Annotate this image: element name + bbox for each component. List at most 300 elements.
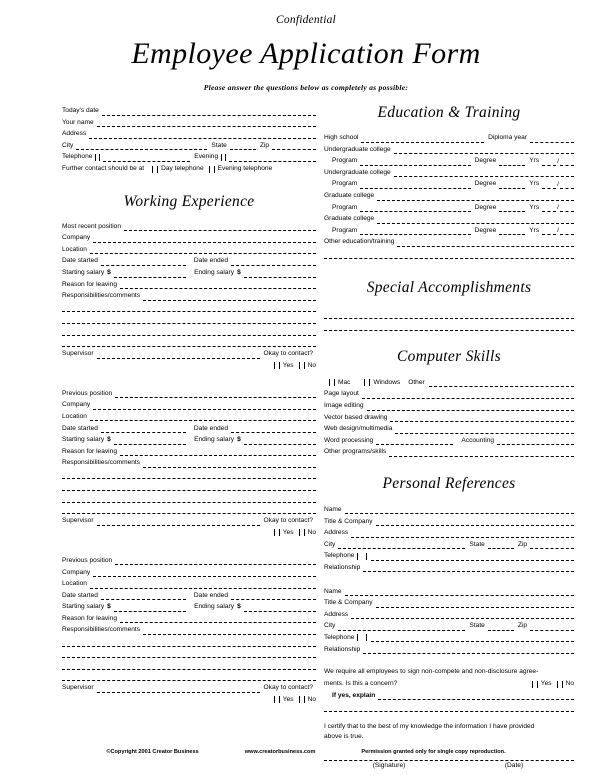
input-ref-relationship-2[interactable] <box>363 646 574 654</box>
input-other-education-line2[interactable] <box>324 247 574 259</box>
input-image-editing[interactable] <box>367 403 574 411</box>
certification-statement-line1: I certify that to the best of my knowledge the information I have provided <box>324 722 535 730</box>
left-column <box>62 104 316 769</box>
label-ref-address: Address <box>324 610 349 618</box>
checkbox-yes-1-mark[interactable] <box>279 362 281 369</box>
input-ref-name-2[interactable] <box>345 588 574 596</box>
field-ref-relationship-2[interactable] <box>324 642 574 654</box>
field-ref-city-2[interactable] <box>324 619 574 631</box>
field-graduate-program-1[interactable] <box>324 201 574 213</box>
input-previous-position-2[interactable] <box>115 390 316 398</box>
input-date-ended-2[interactable] <box>231 425 316 433</box>
input-undergrad-program-1[interactable] <box>360 158 470 166</box>
input-ref-address-2[interactable] <box>351 611 574 619</box>
checkbox-noncompete-no-mark[interactable] <box>562 681 564 688</box>
label-no: No <box>307 529 316 537</box>
field-ref-relationship-1[interactable] <box>324 561 574 573</box>
input-graduate-degree-2[interactable] <box>499 227 525 235</box>
currency-symbol: $ <box>237 269 241 277</box>
label-program: Program <box>332 203 358 211</box>
label-image-editing: Image editing <box>324 402 364 409</box>
input-reason-leaving-1[interactable] <box>120 281 316 289</box>
input-undergrad-degree-2[interactable] <box>499 181 525 189</box>
input-undergrad-program-2[interactable] <box>360 181 470 189</box>
field-other-programs[interactable] <box>324 445 574 457</box>
input-ending-salary-2[interactable] <box>244 437 316 445</box>
label-ref-title-company: Title & Company <box>324 599 373 607</box>
input-date-started-2[interactable] <box>101 425 186 433</box>
field-dates-2[interactable] <box>62 421 316 433</box>
input-graduate-yrs-to-1[interactable] <box>560 204 574 212</box>
field-responsibilities-1[interactable] <box>62 289 316 301</box>
input-ref-address-1[interactable] <box>351 530 574 538</box>
checkbox-yes-3-mark[interactable] <box>279 696 281 703</box>
label-supervisor: Supervisor <box>62 684 94 692</box>
label-yrs: Yrs <box>529 226 540 234</box>
input-graduate-yrs-from-2[interactable] <box>542 227 556 235</box>
input-date-started-3[interactable] <box>101 592 186 600</box>
label-ref-telephone: Telephone <box>324 633 355 641</box>
paren-close-icon <box>225 154 227 161</box>
confidential-label: Confidential <box>276 14 336 26</box>
input-location-2[interactable] <box>90 413 316 421</box>
field-city-state-zip[interactable] <box>62 139 316 151</box>
currency-symbol: $ <box>237 436 241 444</box>
currency-symbol: $ <box>107 603 111 611</box>
field-platforms[interactable] <box>324 376 574 388</box>
input-undergrad-yrs-to-2[interactable] <box>560 181 574 189</box>
field-web-design[interactable] <box>324 422 574 434</box>
label-ending-salary: Ending salary <box>194 603 235 611</box>
label-slash: / <box>557 227 559 235</box>
label-ref-state: State <box>469 540 485 548</box>
field-supervisor-3[interactable] <box>62 681 316 693</box>
input-undergrad-college-2[interactable] <box>394 169 574 177</box>
input-accounting[interactable] <box>497 437 574 445</box>
field-responsibilities-3[interactable] <box>62 623 316 635</box>
input-evening-phone[interactable] <box>229 154 316 162</box>
checkbox-no-1-mark[interactable] <box>304 362 306 369</box>
input-if-yes-explain-line2[interactable] <box>324 700 574 712</box>
field-todays-date[interactable] <box>62 104 316 116</box>
field-word-processing[interactable] <box>324 434 574 446</box>
label-ending-salary: Ending salary <box>194 436 235 444</box>
checkbox-windows[interactable] <box>364 379 366 386</box>
input-vector-drawing[interactable] <box>390 414 574 422</box>
section-title-working-experience: Working Experience <box>123 192 255 210</box>
label-other-programs: Other programs/skills <box>324 448 387 456</box>
field-most-recent-position[interactable] <box>62 220 316 232</box>
okay-to-contact-choices-3[interactable] <box>62 693 316 704</box>
input-ref-zip-2[interactable] <box>530 623 574 631</box>
checkbox-noncompete-no[interactable] <box>557 681 559 688</box>
label-your-name: Your name <box>62 118 94 126</box>
field-other-education[interactable] <box>324 235 574 247</box>
field-salary-2[interactable] <box>62 433 316 445</box>
label-degree: Degree <box>474 226 497 234</box>
input-city[interactable] <box>76 142 207 150</box>
input-state[interactable] <box>230 142 256 150</box>
label-diploma-year: Diploma year <box>488 134 527 142</box>
input-ref-title-company-1[interactable] <box>376 518 575 526</box>
checkbox-evening-telephone[interactable] <box>209 166 211 173</box>
currency-symbol: $ <box>237 603 241 611</box>
label-previous-position: Previous position <box>62 556 113 564</box>
input-most-recent-position[interactable] <box>124 223 316 231</box>
label-ref-telephone: Telephone <box>324 552 355 560</box>
field-ref-address-2[interactable] <box>324 608 574 620</box>
input-responsibilities-2[interactable] <box>143 460 316 468</box>
label-if-yes-explain: If yes, explain <box>332 691 376 699</box>
label-no: No <box>307 696 316 704</box>
paren-close-icon <box>366 553 368 560</box>
field-ref-telephone-1[interactable] <box>324 549 574 561</box>
input-supervisor-2[interactable] <box>97 518 260 526</box>
field-salary-3[interactable] <box>62 600 316 612</box>
label-slash: / <box>557 157 559 165</box>
field-your-name[interactable] <box>62 116 316 128</box>
input-responsibilities-1[interactable] <box>143 293 316 301</box>
page-footer <box>0 749 612 755</box>
field-reason-leaving-1[interactable] <box>62 278 316 290</box>
input-responsibilities-1-line5[interactable] <box>62 336 316 348</box>
input-responsibilities-3-line4[interactable] <box>62 658 316 670</box>
label-yes: Yes <box>540 680 552 687</box>
input-ref-relationship-1[interactable] <box>363 564 574 572</box>
input-starting-salary-2[interactable] <box>114 437 186 445</box>
currency-symbol: $ <box>107 436 111 444</box>
input-responsibilities-3-line2[interactable] <box>62 635 316 647</box>
input-address[interactable] <box>89 131 316 139</box>
input-if-yes-explain[interactable] <box>378 692 574 700</box>
input-ref-telephone-1[interactable] <box>371 553 574 561</box>
section-title-personal-references: Personal References <box>382 474 516 492</box>
label-ending-salary: Ending salary <box>194 269 235 277</box>
input-special-accomplishments-line1[interactable] <box>324 308 574 320</box>
input-supervisor-3[interactable] <box>97 685 260 693</box>
input-special-accomplishments-line2[interactable] <box>324 319 574 331</box>
label-okay-to-contact: Okay to contact? <box>263 350 313 358</box>
field-vector-drawing[interactable] <box>324 411 574 423</box>
input-location-1[interactable] <box>90 246 316 254</box>
input-web-design[interactable] <box>395 426 574 434</box>
label-no: No <box>307 362 316 370</box>
input-ref-city-2[interactable] <box>338 623 465 631</box>
label-address: Address <box>62 130 87 138</box>
paren-open-icon <box>357 634 359 641</box>
field-undergrad-program-1[interactable] <box>324 154 574 166</box>
checkbox-yes-1[interactable] <box>274 362 276 369</box>
field-page-layout[interactable] <box>324 387 574 399</box>
label-supervisor: Supervisor <box>62 517 94 525</box>
field-company-2[interactable] <box>62 398 316 410</box>
input-date-ended-1[interactable] <box>231 258 316 266</box>
label-company: Company <box>62 401 91 409</box>
field-previous-position-3[interactable] <box>62 554 316 566</box>
label-day-telephone: Day telephone <box>161 165 204 173</box>
input-company-3[interactable] <box>93 569 316 577</box>
label-graduate-college: Graduate college <box>324 192 375 200</box>
input-ending-salary-3[interactable] <box>244 604 316 612</box>
label-degree: Degree <box>474 157 497 165</box>
field-ref-telephone-2[interactable] <box>324 631 574 643</box>
field-reason-leaving-3[interactable] <box>62 612 316 624</box>
field-ref-title-company-1[interactable] <box>324 514 574 526</box>
paren-open-icon <box>95 154 97 161</box>
input-ref-state-1[interactable] <box>488 541 514 549</box>
footer-permission: Permission granted only for single copy reproduction. <box>361 749 506 755</box>
input-company-1[interactable] <box>93 235 316 243</box>
checkbox-noncompete-yes[interactable] <box>532 681 534 688</box>
input-other-platform[interactable] <box>429 379 574 387</box>
checkbox-mac-mark[interactable] <box>334 379 336 386</box>
field-ref-name-2[interactable] <box>324 584 574 596</box>
field-graduate-college-1[interactable] <box>324 189 574 201</box>
label-todays-date: Today's date <box>62 107 99 115</box>
checkbox-yes-3[interactable] <box>274 696 276 703</box>
input-date-ended-3[interactable] <box>231 592 316 600</box>
label-undergraduate-college: Undergraduate college <box>324 168 391 176</box>
label-word-processing: Word processing <box>324 436 374 444</box>
checkbox-noncompete-yes-mark[interactable] <box>537 681 539 688</box>
paren-close-icon <box>366 634 368 641</box>
field-ref-name-1[interactable] <box>324 503 574 515</box>
label-ref-relationship: Relationship <box>324 645 361 653</box>
input-todays-date[interactable] <box>102 108 316 116</box>
paren-close-icon <box>99 154 101 161</box>
input-ref-city-1[interactable] <box>338 541 465 549</box>
label-date-ended: Date ended <box>193 424 229 432</box>
field-address[interactable] <box>62 127 316 139</box>
input-responsibilities-1-line2[interactable] <box>62 301 316 313</box>
checkbox-no-1[interactable] <box>299 362 301 369</box>
input-responsibilities-2-line3[interactable] <box>62 479 316 491</box>
label-starting-salary: Starting salary <box>62 603 105 611</box>
field-ref-title-company-2[interactable] <box>324 596 574 608</box>
input-undergrad-yrs-from-1[interactable] <box>542 158 556 166</box>
input-graduate-yrs-from-1[interactable] <box>542 204 556 212</box>
label-slash: / <box>557 180 559 188</box>
checkbox-day-telephone-mark[interactable] <box>157 166 159 173</box>
field-further-contact[interactable] <box>62 162 316 174</box>
input-ending-salary-1[interactable] <box>244 270 316 278</box>
input-high-school[interactable] <box>361 135 484 143</box>
input-undergrad-degree-1[interactable] <box>499 158 525 166</box>
field-previous-position-2[interactable] <box>62 387 316 399</box>
label-date-started: Date started <box>62 257 98 265</box>
input-graduate-yrs-to-2[interactable] <box>560 227 574 235</box>
input-undergrad-yrs-from-2[interactable] <box>542 181 556 189</box>
input-previous-position-3[interactable] <box>115 557 316 565</box>
input-page-layout[interactable] <box>362 391 574 399</box>
input-location-3[interactable] <box>90 581 316 589</box>
input-your-name[interactable] <box>97 119 316 127</box>
input-responsibilities-2-line5[interactable] <box>62 503 316 515</box>
input-responsibilities-3-line5[interactable] <box>62 670 316 682</box>
input-zip[interactable] <box>272 142 316 150</box>
input-word-processing[interactable] <box>376 437 453 445</box>
field-if-yes-explain[interactable] <box>324 689 574 701</box>
label-location: Location <box>62 580 87 588</box>
input-graduate-college-2[interactable] <box>377 216 574 224</box>
label-accounting: Accounting <box>461 436 494 444</box>
checkbox-evening-telephone-mark[interactable] <box>214 166 216 173</box>
label-date-ended: Date ended <box>193 257 229 265</box>
okay-to-contact-choices-1[interactable] <box>62 359 316 370</box>
label-further-contact: Further contact should be at <box>62 165 145 173</box>
label-responsibilities: Responsibilities/comments <box>62 626 141 634</box>
field-company-3[interactable] <box>62 565 316 577</box>
input-reason-leaving-2[interactable] <box>120 448 316 456</box>
field-location-1[interactable] <box>62 243 316 255</box>
label-web-design: Web design/multimedia <box>324 425 393 433</box>
checkbox-mac[interactable] <box>329 379 331 386</box>
input-undergrad-college-1[interactable] <box>394 146 574 154</box>
input-date-started-1[interactable] <box>101 258 186 266</box>
field-graduate-program-2[interactable] <box>324 224 574 236</box>
checkbox-no-2-mark[interactable] <box>304 529 306 536</box>
checkbox-no-2[interactable] <box>299 529 301 536</box>
label-program: Program <box>332 157 358 165</box>
label-ref-state: State <box>469 622 485 630</box>
label-telephone: Telephone <box>62 153 93 161</box>
checkbox-no-3[interactable] <box>299 696 301 703</box>
label-location: Location <box>62 245 87 253</box>
label-other-platform: Other <box>408 378 425 386</box>
field-graduate-college-2[interactable] <box>324 212 574 224</box>
label-degree: Degree <box>474 203 497 211</box>
field-reason-leaving-2[interactable] <box>62 445 316 457</box>
label-state: State <box>211 141 227 149</box>
label-yrs: Yrs <box>529 157 540 165</box>
label-no: No <box>565 680 574 687</box>
label-slash: / <box>557 204 559 212</box>
section-title-education: Education & Training <box>377 104 521 121</box>
input-graduate-program-2[interactable] <box>360 227 470 235</box>
checkbox-windows-mark[interactable] <box>369 379 371 386</box>
field-ref-address-1[interactable] <box>324 526 574 538</box>
label-yrs: Yrs <box>529 203 540 211</box>
field-dates-1[interactable] <box>62 254 316 266</box>
label-program: Program <box>332 180 358 188</box>
input-ref-title-company-2[interactable] <box>376 600 575 608</box>
field-dates-3[interactable] <box>62 589 316 601</box>
input-diploma-year[interactable] <box>530 135 574 143</box>
input-supervisor-1[interactable] <box>97 351 260 359</box>
label-starting-salary: Starting salary <box>62 436 105 444</box>
label-responsibilities: Responsibilities/comments <box>62 292 141 300</box>
input-undergrad-yrs-to-1[interactable] <box>560 158 574 166</box>
input-starting-salary-1[interactable] <box>114 270 186 278</box>
input-responsibilities-2-line2[interactable] <box>62 468 316 480</box>
label-date-started: Date started <box>62 591 98 599</box>
label-yes: Yes <box>282 696 294 704</box>
input-company-2[interactable] <box>93 402 316 410</box>
field-salary-1[interactable] <box>62 266 316 278</box>
input-ref-zip-1[interactable] <box>530 541 574 549</box>
label-reason-for-leaving: Reason for leaving <box>62 447 117 455</box>
input-responsibilities-2-line4[interactable] <box>62 491 316 503</box>
label-company: Company <box>62 568 91 576</box>
signature-caption: (Signature) <box>372 761 406 769</box>
label-date-started: Date started <box>62 424 98 432</box>
field-responsibilities-2[interactable] <box>62 456 316 468</box>
label-ref-zip: Zip <box>517 540 527 548</box>
label-graduate-college: Graduate college <box>324 215 375 223</box>
label-ref-zip: Zip <box>517 622 527 630</box>
checkbox-no-3-mark[interactable] <box>304 696 306 703</box>
signature-captions <box>324 762 574 769</box>
input-other-programs[interactable] <box>389 449 574 457</box>
input-ref-telephone-2[interactable] <box>371 634 574 642</box>
checkbox-yes-2[interactable] <box>274 529 276 536</box>
field-image-editing[interactable] <box>324 399 574 411</box>
label-city: City <box>62 141 74 149</box>
label-high-school: High school <box>324 134 359 142</box>
label-ref-name: Name <box>324 587 342 595</box>
input-responsibilities-3[interactable] <box>143 627 316 635</box>
input-graduate-degree-1[interactable] <box>499 204 525 212</box>
input-responsibilities-1-line3[interactable] <box>62 312 316 324</box>
field-high-school[interactable] <box>324 131 574 143</box>
input-graduate-program-1[interactable] <box>360 204 470 212</box>
input-starting-salary-3[interactable] <box>114 604 186 612</box>
label-supervisor: Supervisor <box>62 350 94 358</box>
field-undergrad-college-2[interactable] <box>324 166 574 178</box>
label-yes: Yes <box>282 529 294 537</box>
field-location-2[interactable] <box>62 410 316 422</box>
input-responsibilities-3-line3[interactable] <box>62 647 316 659</box>
checkbox-yes-2-mark[interactable] <box>279 529 281 536</box>
label-evening-telephone: Evening telephone <box>217 165 273 173</box>
field-undergrad-program-2[interactable] <box>324 177 574 189</box>
input-telephone[interactable] <box>103 154 190 162</box>
section-title-special-accomplishments: Special Accomplishments <box>366 278 532 296</box>
input-ref-state-2[interactable] <box>488 623 514 631</box>
label-windows: Windows <box>373 378 401 386</box>
input-graduate-college-1[interactable] <box>377 193 574 201</box>
field-undergrad-college-1[interactable] <box>324 143 574 155</box>
label-location: Location <box>62 412 87 420</box>
input-other-education[interactable] <box>397 239 574 247</box>
section-title-computer-skills: Computer Skills <box>397 347 501 365</box>
field-company-1[interactable] <box>62 231 316 243</box>
checkbox-day-telephone[interactable] <box>152 166 154 173</box>
okay-to-contact-choices-2[interactable] <box>62 526 316 537</box>
noncompete-question-row[interactable] <box>324 678 574 689</box>
label-most-recent-position: Most recent position <box>62 222 122 230</box>
field-ref-city-1[interactable] <box>324 538 574 550</box>
currency-symbol: $ <box>107 269 111 277</box>
footer-website[interactable]: www.creatorbusiness.com <box>244 749 316 755</box>
input-ref-name-1[interactable] <box>345 506 574 514</box>
label-program: Program <box>332 226 358 234</box>
input-responsibilities-1-line4[interactable] <box>62 324 316 336</box>
label-company: Company <box>62 234 91 242</box>
field-supervisor-1[interactable] <box>62 347 316 359</box>
input-reason-leaving-3[interactable] <box>120 615 316 623</box>
field-telephone[interactable] <box>62 150 316 162</box>
label-ref-relationship: Relationship <box>324 563 361 571</box>
field-supervisor-2[interactable] <box>62 514 316 526</box>
footer-copyright: ©Copyright 2001 Creator Business <box>106 749 199 755</box>
label-ref-city: City <box>324 540 336 548</box>
paren-open-icon <box>357 553 359 560</box>
page-title: Employee Application Form <box>131 37 481 70</box>
label-ref-city: City <box>324 622 336 630</box>
field-location-3[interactable] <box>62 577 316 589</box>
label-okay-to-contact: Okay to contact? <box>263 684 313 692</box>
